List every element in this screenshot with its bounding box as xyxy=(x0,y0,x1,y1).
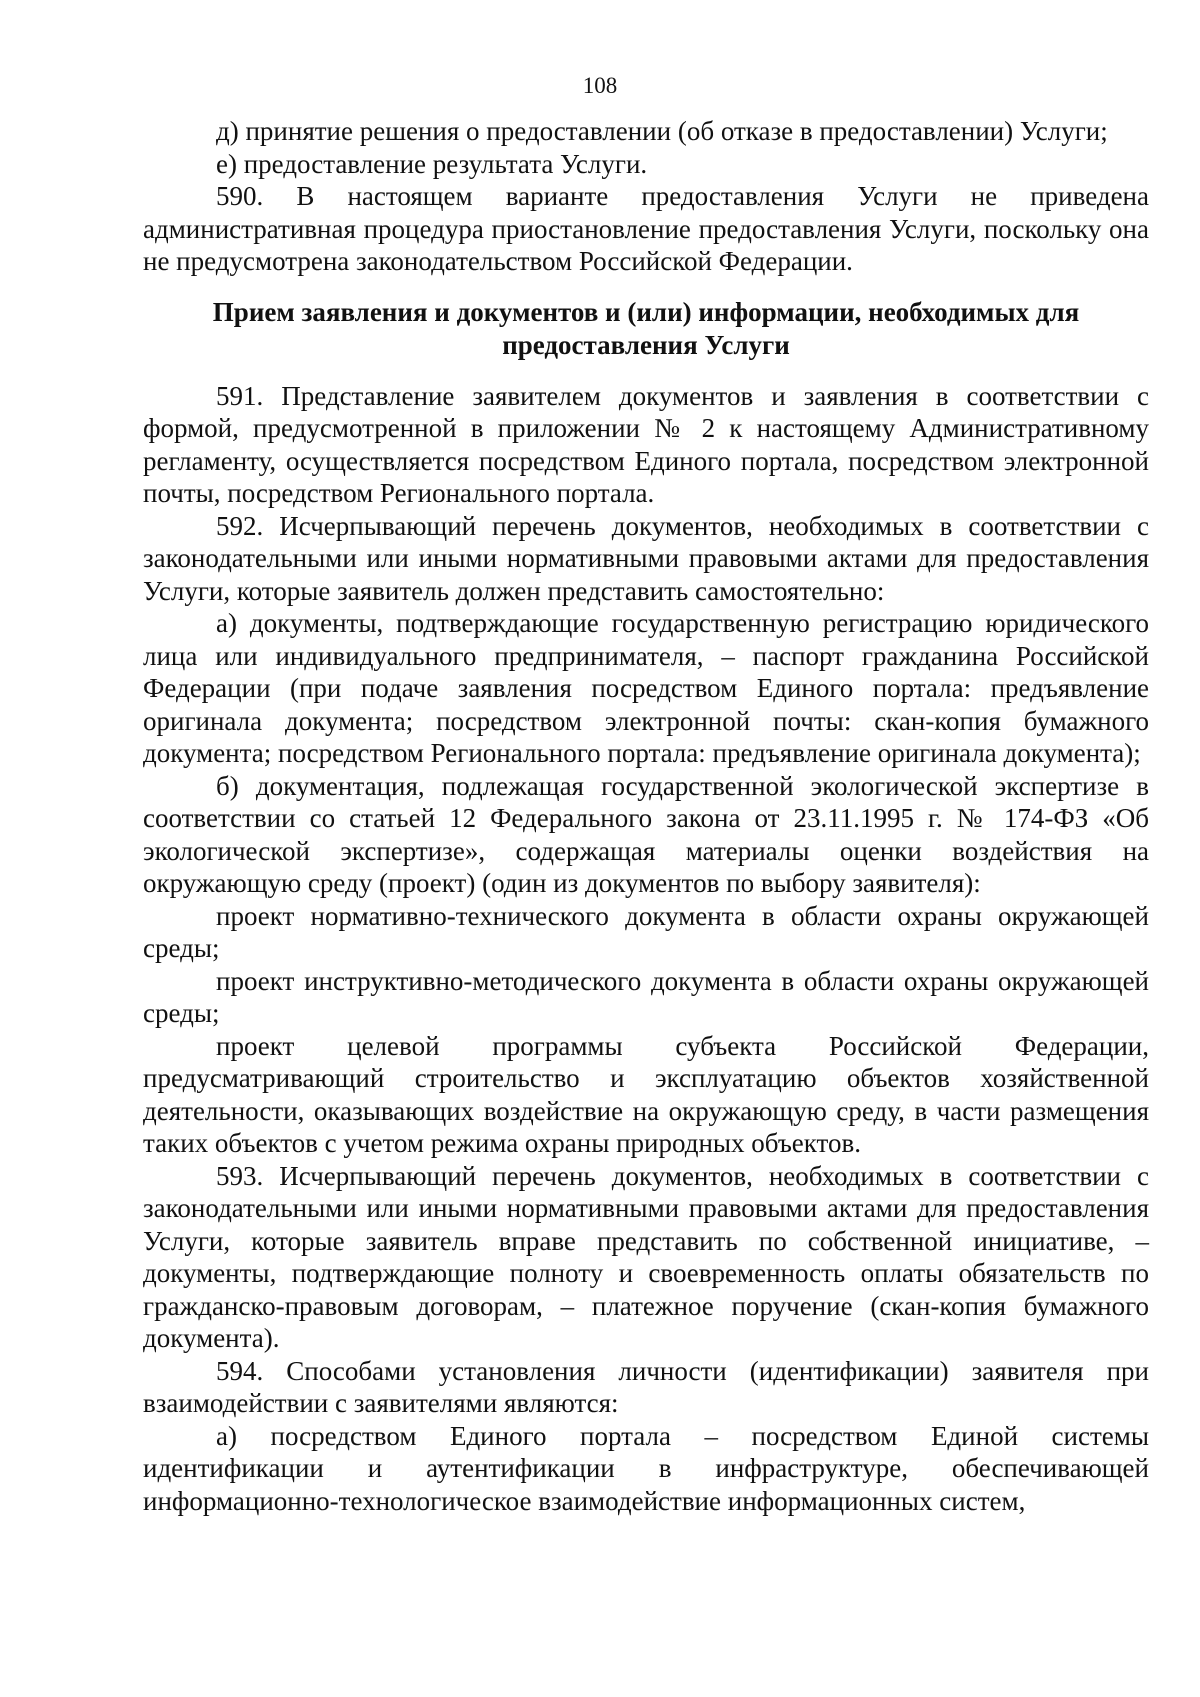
paragraph-project-normative: проект нормативно-технического документа в области охраны окружающей среды; xyxy=(143,900,1149,963)
section-heading: Прием заявления и документов и (или) информации, необходимых для предоставления Услуги xyxy=(212,296,1080,360)
paragraph-593: 593. Исчерпывающий перечень документов, необходимых в соответствии с законодательными или иными нормативными правовыми актами для предоставления Услуги, которые заявитель вправе представить по собственной инициативе, – документы, подтверждающие полноту и своевременность оплаты обязательств по гражданско-правовым договорам, – платежное поручение (скан-копия бумажного документа). xyxy=(143,1160,1149,1353)
paragraph-592: 592. Исчерпывающий перечень документов, необходимых в соответствии с законодательными или иными нормативными правовыми актами для предоставления Услуги, которые заявитель должен представить самостоятельно: xyxy=(143,510,1149,606)
document-body xyxy=(143,115,1149,1517)
paragraph-592-b: б) документация, подлежащая государственной экологической экспертизе в соответствии со статьей 12 Федерального закона от 23.11.1995 г. № 174-ФЗ «Об экологической экспертизе», содержащая материалы оценки воздействия на окружающую среду (проект) (один из документов по выбору заявителя): xyxy=(143,770,1149,898)
paragraph-item-d: д) принятие решения о предоставлении (об отказе в предоставлении) Услуги; xyxy=(216,116,1108,146)
paragraph-591: 591. Представление заявителем документов и заявления в соответствии с формой, предусмотренной в приложении № 2 к настоящему Административному регламенту, осуществляется посредством Единого портала, посредством электронной почты, посредством Регионального портала. xyxy=(143,380,1149,508)
paragraph-590: 590. В настоящем варианте предоставления Услуги не приведена административная процедура приостановление предоставления Услуги, поскольку она не предусмотрена законодательством Российской Федерации. xyxy=(143,181,1149,276)
paragraph-project-program: проект целевой программы субъекта Российской Федерации, предусматривающий строительство и эксплуатацию объектов хозяйственной деятельности, оказывающих воздействие на окружающую среду, в части размещения таких объектов с учетом режима охраны природных объектов. xyxy=(143,1030,1149,1158)
paragraph-item-e: е) предоставление результата Услуги. xyxy=(216,148,648,179)
paragraph-594-a: а) посредством Единого портала – посредством Единой системы идентификации и аутентификации в инфраструктуре, обеспечивающей информационно-технологическое взаимодействие информационных систем, xyxy=(143,1420,1149,1516)
paragraph-project-instructive: проект инструктивно-методического документа в области охраны окружающей среды; xyxy=(143,965,1149,1028)
paragraph-594: 594. Способами установления личности (идентификации) заявителя при взаимодействии с заявителями являются: xyxy=(143,1355,1149,1418)
paragraph-592-a: а) документы, подтверждающие государственную регистрацию юридического лица или индивидуального предпринимателя, – паспорт гражданина Российской Федерации (при подаче заявления посредством Единого портала: предъявление оригинала документа; посредством электронной почты: скан-копия бумажного документа; посредством Регионального портала: предъявление оригинала документа); xyxy=(143,608,1149,768)
page-number: 108 xyxy=(582,73,618,98)
